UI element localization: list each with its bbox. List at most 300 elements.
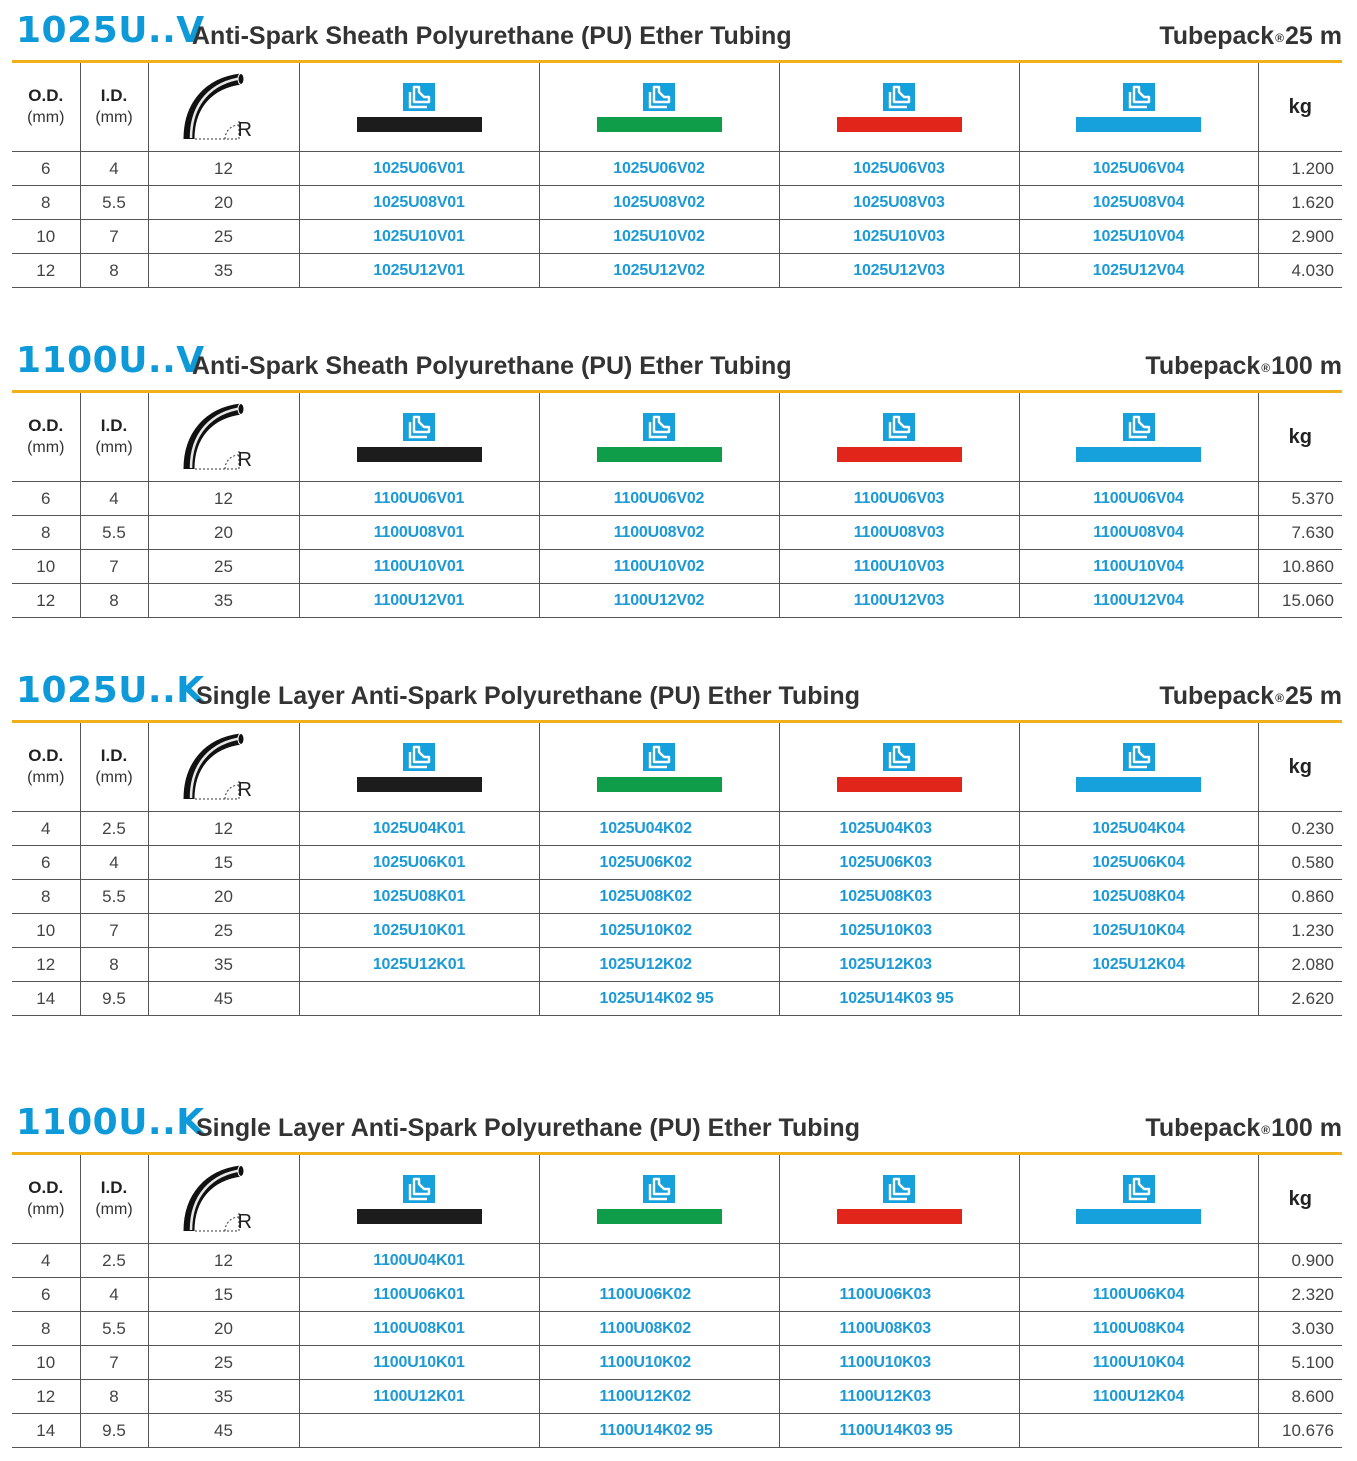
part-number-green: 1100U14K02 95 — [539, 1414, 779, 1448]
part-number-red: 1100U08V03 — [779, 516, 1019, 550]
part-number-red — [779, 1244, 1019, 1278]
color-swatch-black — [357, 777, 482, 792]
part-number-black: 1100U08V01 — [299, 516, 539, 550]
color-swatch-red — [837, 447, 962, 462]
part-number-blue — [1019, 1244, 1258, 1278]
part-number-black: 1025U06K01 — [299, 846, 539, 880]
header-color-black — [299, 62, 539, 152]
part-number-blue: 1100U06K04 — [1019, 1278, 1258, 1312]
part-number-black — [299, 982, 539, 1016]
header-row — [12, 392, 1342, 482]
radius-value: 25 — [148, 914, 299, 948]
part-number-green: 1100U10V02 — [539, 550, 779, 584]
header-id — [80, 722, 148, 812]
table-row — [12, 812, 1342, 846]
anti-spark-icon — [403, 743, 435, 771]
section-header — [12, 8, 1342, 60]
od-label: O.D. — [28, 416, 64, 435]
id-value: 8 — [80, 1380, 148, 1414]
od-label: O.D. — [28, 86, 64, 105]
od-value: 8 — [12, 186, 80, 220]
anti-spark-icon — [1123, 743, 1155, 771]
radius-label: R — [237, 449, 252, 471]
radius-value: 35 — [148, 1380, 299, 1414]
part-number-red: 1025U10K03 — [779, 914, 1019, 948]
weight-value: 1.620 — [1258, 186, 1342, 220]
header-od — [12, 1154, 80, 1244]
header-weight — [1258, 62, 1342, 152]
radius-value: 12 — [148, 482, 299, 516]
od-value: 12 — [12, 1380, 80, 1414]
radius-value: 12 — [148, 1244, 299, 1278]
part-number-blue: 1100U12K04 — [1019, 1380, 1258, 1414]
id-unit: (mm) — [95, 769, 133, 786]
table-row — [12, 914, 1342, 948]
table-row — [12, 152, 1342, 186]
header-color-black — [299, 392, 539, 482]
id-value: 7 — [80, 914, 148, 948]
part-number-green: 1025U14K02 95 — [539, 982, 779, 1016]
weight-value: 2.620 — [1258, 982, 1342, 1016]
color-swatch-blue — [1076, 1209, 1201, 1224]
weight-value: 10.676 — [1258, 1414, 1342, 1448]
pack-length: 100 m — [1271, 352, 1342, 380]
part-number-red: 1025U12V03 — [779, 254, 1019, 288]
id-value: 9.5 — [80, 1414, 148, 1448]
anti-spark-icon — [643, 413, 675, 441]
color-swatch-green — [597, 447, 722, 462]
part-number-blue — [1019, 982, 1258, 1016]
bend-radius-icon — [179, 71, 269, 143]
id-label: I.D. — [100, 746, 128, 765]
radius-value: 25 — [148, 550, 299, 584]
anti-spark-icon — [883, 743, 915, 771]
section-title: Anti-Spark Sheath Polyurethane (PU) Ether Tubing — [192, 352, 792, 380]
table-row — [12, 1346, 1342, 1380]
anti-spark-icon — [1123, 413, 1155, 441]
part-number-red: 1025U04K03 — [779, 812, 1019, 846]
weight-value: 5.370 — [1258, 482, 1342, 516]
part-number-black: 1100U12V01 — [299, 584, 539, 618]
part-number-green: 1025U10K02 — [539, 914, 779, 948]
pack-length: 100 m — [1271, 1114, 1342, 1142]
header-color-green — [539, 1154, 779, 1244]
header-color-black — [299, 1154, 539, 1244]
od-unit: (mm) — [27, 1201, 65, 1218]
header-od — [12, 722, 80, 812]
product-table — [12, 1152, 1342, 1448]
anti-spark-icon — [403, 83, 435, 111]
part-number-black: 1100U06K01 — [299, 1278, 539, 1312]
part-number-black: 1025U12V01 — [299, 254, 539, 288]
radius-value: 20 — [148, 880, 299, 914]
anti-spark-icon — [403, 413, 435, 441]
od-value: 10 — [12, 914, 80, 948]
header-weight — [1258, 392, 1342, 482]
od-value: 12 — [12, 948, 80, 982]
part-number-black: 1100U06V01 — [299, 482, 539, 516]
product-section — [12, 1100, 1342, 1448]
radius-label: R — [237, 119, 252, 141]
pack-size — [1145, 1114, 1342, 1143]
part-number-black — [299, 1414, 539, 1448]
radius-value: 25 — [148, 220, 299, 254]
radius-value: 35 — [148, 948, 299, 982]
header-color-blue — [1019, 722, 1258, 812]
id-value: 5.5 — [80, 186, 148, 220]
section-header — [12, 1100, 1342, 1152]
part-number-red: 1025U08V03 — [779, 186, 1019, 220]
part-number-blue: 1025U06K04 — [1019, 846, 1258, 880]
part-number-blue: 1100U06V04 — [1019, 482, 1258, 516]
id-value: 4 — [80, 482, 148, 516]
header-row — [12, 62, 1342, 152]
id-value: 8 — [80, 948, 148, 982]
weight-value: 7.630 — [1258, 516, 1342, 550]
anti-spark-icon — [643, 1175, 675, 1203]
color-swatch-blue — [1076, 117, 1201, 132]
pack-name: Tubepack — [1145, 352, 1261, 380]
pack-size — [1159, 22, 1342, 51]
color-swatch-red — [837, 777, 962, 792]
header-bend-radius — [148, 62, 299, 152]
weight-value: 0.580 — [1258, 846, 1342, 880]
table-row — [12, 186, 1342, 220]
part-number-green: 1025U04K02 — [539, 812, 779, 846]
od-unit: (mm) — [27, 769, 65, 786]
od-value: 4 — [12, 1244, 80, 1278]
table-row — [12, 1244, 1342, 1278]
header-bend-radius — [148, 722, 299, 812]
part-number-red: 1025U08K03 — [779, 880, 1019, 914]
radius-label: R — [237, 779, 252, 801]
section-header — [12, 338, 1342, 390]
section-header — [12, 668, 1342, 720]
color-swatch-green — [597, 117, 722, 132]
header-id — [80, 1154, 148, 1244]
od-value: 4 — [12, 812, 80, 846]
id-unit: (mm) — [95, 1201, 133, 1218]
id-value: 8 — [80, 254, 148, 288]
section-title: Single Layer Anti-Spark Polyurethane (PU) Ether Tubing — [196, 682, 860, 710]
part-number-green — [539, 1244, 779, 1278]
radius-value: 35 — [148, 584, 299, 618]
color-swatch-red — [837, 117, 962, 132]
part-number-red: 1100U12V03 — [779, 584, 1019, 618]
radius-value: 12 — [148, 812, 299, 846]
part-number-red: 1100U06K03 — [779, 1278, 1019, 1312]
part-number-black: 1025U12K01 — [299, 948, 539, 982]
weight-value: 0.900 — [1258, 1244, 1342, 1278]
od-value: 6 — [12, 1278, 80, 1312]
weight-value: 1.200 — [1258, 152, 1342, 186]
radius-value: 12 — [148, 152, 299, 186]
header-color-red — [779, 1154, 1019, 1244]
anti-spark-icon — [643, 83, 675, 111]
part-number-green: 1100U12K02 — [539, 1380, 779, 1414]
radius-label: R — [237, 1211, 252, 1233]
weight-value: 4.030 — [1258, 254, 1342, 288]
header-weight — [1258, 1154, 1342, 1244]
weight-value: 1.230 — [1258, 914, 1342, 948]
id-value: 9.5 — [80, 982, 148, 1016]
od-value: 6 — [12, 846, 80, 880]
od-value: 10 — [12, 220, 80, 254]
part-number-green: 1025U10V02 — [539, 220, 779, 254]
registered-mark: ® — [1275, 31, 1285, 46]
anti-spark-icon — [883, 413, 915, 441]
part-number-green: 1025U08V02 — [539, 186, 779, 220]
part-number-black: 1025U06V01 — [299, 152, 539, 186]
od-value: 10 — [12, 1346, 80, 1380]
part-number-red: 1025U10V03 — [779, 220, 1019, 254]
part-number-blue: 1100U10V04 — [1019, 550, 1258, 584]
part-number-red: 1025U06K03 — [779, 846, 1019, 880]
radius-value: 20 — [148, 516, 299, 550]
header-weight — [1258, 722, 1342, 812]
part-number-green: 1025U12K02 — [539, 948, 779, 982]
part-number-green: 1025U06V02 — [539, 152, 779, 186]
header-od — [12, 392, 80, 482]
color-swatch-green — [597, 777, 722, 792]
pack-length: 25 m — [1285, 22, 1342, 50]
table-row — [12, 1414, 1342, 1448]
id-unit: (mm) — [95, 439, 133, 456]
section-title: Single Layer Anti-Spark Polyurethane (PU) Ether Tubing — [196, 1114, 860, 1142]
part-number-black: 1100U10V01 — [299, 550, 539, 584]
header-id — [80, 62, 148, 152]
part-number-green: 1025U08K02 — [539, 880, 779, 914]
od-value: 12 — [12, 254, 80, 288]
radius-value: 15 — [148, 846, 299, 880]
part-number-blue: 1025U04K04 — [1019, 812, 1258, 846]
part-number-black: 1100U12K01 — [299, 1380, 539, 1414]
part-number-black: 1025U08K01 — [299, 880, 539, 914]
table-row — [12, 880, 1342, 914]
od-value: 6 — [12, 482, 80, 516]
radius-value: 15 — [148, 1278, 299, 1312]
od-label: O.D. — [28, 1178, 64, 1197]
id-value: 8 — [80, 584, 148, 618]
od-unit: (mm) — [27, 109, 65, 126]
od-value: 14 — [12, 982, 80, 1016]
color-swatch-red — [837, 1209, 962, 1224]
pack-size — [1159, 682, 1342, 711]
part-number-blue: 1025U08V04 — [1019, 186, 1258, 220]
table-row — [12, 846, 1342, 880]
color-swatch-blue — [1076, 447, 1201, 462]
od-value: 14 — [12, 1414, 80, 1448]
part-number-green: 1100U10K02 — [539, 1346, 779, 1380]
id-value: 2.5 — [80, 1244, 148, 1278]
part-number-red: 1100U12K03 — [779, 1380, 1019, 1414]
part-number-blue: 1025U10K04 — [1019, 914, 1258, 948]
part-number-red: 1025U14K03 95 — [779, 982, 1019, 1016]
part-number-red: 1100U08K03 — [779, 1312, 1019, 1346]
product-section — [12, 8, 1342, 288]
table-row — [12, 1380, 1342, 1414]
series-code: 1025U..V — [16, 10, 205, 51]
id-unit: (mm) — [95, 109, 133, 126]
od-value: 10 — [12, 550, 80, 584]
header-color-red — [779, 62, 1019, 152]
part-number-green: 1100U06K02 — [539, 1278, 779, 1312]
radius-value: 45 — [148, 1414, 299, 1448]
weight-value: 2.320 — [1258, 1278, 1342, 1312]
od-value: 6 — [12, 152, 80, 186]
header-color-blue — [1019, 62, 1258, 152]
weight-value: 0.860 — [1258, 880, 1342, 914]
series-code: 1100U..V — [16, 340, 205, 381]
part-number-blue: 1025U08K04 — [1019, 880, 1258, 914]
part-number-blue — [1019, 1414, 1258, 1448]
od-value: 12 — [12, 584, 80, 618]
header-color-green — [539, 722, 779, 812]
id-label: I.D. — [100, 416, 128, 435]
anti-spark-icon — [643, 743, 675, 771]
part-number-green: 1100U08V02 — [539, 516, 779, 550]
od-label: O.D. — [28, 746, 64, 765]
product-table — [12, 60, 1342, 288]
registered-mark: ® — [1261, 361, 1271, 376]
pack-size — [1145, 352, 1342, 381]
header-color-red — [779, 722, 1019, 812]
header-row — [12, 1154, 1342, 1244]
header-color-blue — [1019, 1154, 1258, 1244]
part-number-blue: 1025U06V04 — [1019, 152, 1258, 186]
part-number-red: 1025U12K03 — [779, 948, 1019, 982]
id-value: 7 — [80, 1346, 148, 1380]
part-number-blue: 1100U12V04 — [1019, 584, 1258, 618]
part-number-green: 1025U12V02 — [539, 254, 779, 288]
weight-value: 3.030 — [1258, 1312, 1342, 1346]
part-number-black: 1025U08V01 — [299, 186, 539, 220]
part-number-black: 1025U10K01 — [299, 914, 539, 948]
part-number-green: 1025U06K02 — [539, 846, 779, 880]
bend-radius-icon — [179, 401, 269, 473]
table-row — [12, 982, 1342, 1016]
part-number-red: 1100U06V03 — [779, 482, 1019, 516]
anti-spark-icon — [403, 1175, 435, 1203]
pack-name: Tubepack — [1159, 22, 1275, 50]
weight-label: kg — [1288, 1187, 1312, 1210]
header-bend-radius — [148, 1154, 299, 1244]
weight-label: kg — [1288, 425, 1312, 448]
weight-value: 2.080 — [1258, 948, 1342, 982]
part-number-blue: 1100U08V04 — [1019, 516, 1258, 550]
pack-name: Tubepack — [1145, 1114, 1261, 1142]
id-value: 4 — [80, 846, 148, 880]
id-value: 5.5 — [80, 1312, 148, 1346]
color-swatch-black — [357, 1209, 482, 1224]
od-value: 8 — [12, 1312, 80, 1346]
radius-value: 20 — [148, 186, 299, 220]
product-table — [12, 720, 1342, 1016]
header-row — [12, 722, 1342, 812]
part-number-green: 1100U12V02 — [539, 584, 779, 618]
product-section — [12, 338, 1342, 618]
header-color-green — [539, 62, 779, 152]
part-number-blue: 1100U10K04 — [1019, 1346, 1258, 1380]
part-number-black: 1100U08K01 — [299, 1312, 539, 1346]
header-od — [12, 62, 80, 152]
series-code: 1025U..K — [16, 670, 205, 711]
radius-value: 45 — [148, 982, 299, 1016]
product-table — [12, 390, 1342, 618]
part-number-blue: 1025U10V04 — [1019, 220, 1258, 254]
pack-name: Tubepack — [1159, 682, 1275, 710]
part-number-black: 1100U10K01 — [299, 1346, 539, 1380]
id-value: 4 — [80, 1278, 148, 1312]
bend-radius-icon — [179, 1163, 269, 1235]
table-row — [12, 220, 1342, 254]
id-value: 7 — [80, 550, 148, 584]
anti-spark-icon — [883, 1175, 915, 1203]
bend-radius-icon — [179, 731, 269, 803]
table-row — [12, 550, 1342, 584]
weight-value: 8.600 — [1258, 1380, 1342, 1414]
part-number-black: 1025U10V01 — [299, 220, 539, 254]
weight-label: kg — [1288, 755, 1312, 778]
header-color-blue — [1019, 392, 1258, 482]
product-section — [12, 668, 1342, 1016]
radius-value: 25 — [148, 1346, 299, 1380]
od-value: 8 — [12, 880, 80, 914]
weight-value: 5.100 — [1258, 1346, 1342, 1380]
anti-spark-icon — [883, 83, 915, 111]
header-color-black — [299, 722, 539, 812]
part-number-blue: 1025U12K04 — [1019, 948, 1258, 982]
id-value: 5.5 — [80, 880, 148, 914]
anti-spark-icon — [1123, 1175, 1155, 1203]
part-number-red: 1025U06V03 — [779, 152, 1019, 186]
pack-length: 25 m — [1285, 682, 1342, 710]
series-code: 1100U..K — [16, 1102, 205, 1143]
table-row — [12, 516, 1342, 550]
weight-value: 15.060 — [1258, 584, 1342, 618]
section-title: Anti-Spark Sheath Polyurethane (PU) Ether Tubing — [192, 22, 792, 50]
header-color-red — [779, 392, 1019, 482]
weight-value: 2.900 — [1258, 220, 1342, 254]
table-row — [12, 1278, 1342, 1312]
part-number-blue: 1100U08K04 — [1019, 1312, 1258, 1346]
weight-label: kg — [1288, 95, 1312, 118]
registered-mark: ® — [1275, 691, 1285, 706]
header-color-green — [539, 392, 779, 482]
part-number-green: 1100U06V02 — [539, 482, 779, 516]
part-number-blue: 1025U12V04 — [1019, 254, 1258, 288]
part-number-black: 1100U04K01 — [299, 1244, 539, 1278]
weight-value: 0.230 — [1258, 812, 1342, 846]
part-number-red: 1100U10K03 — [779, 1346, 1019, 1380]
weight-value: 10.860 — [1258, 550, 1342, 584]
od-value: 8 — [12, 516, 80, 550]
table-row — [12, 254, 1342, 288]
table-row — [12, 948, 1342, 982]
id-value: 2.5 — [80, 812, 148, 846]
id-value: 7 — [80, 220, 148, 254]
table-row — [12, 482, 1342, 516]
id-label: I.D. — [100, 1178, 128, 1197]
color-swatch-green — [597, 1209, 722, 1224]
color-swatch-blue — [1076, 777, 1201, 792]
part-number-red: 1100U14K03 95 — [779, 1414, 1019, 1448]
id-value: 4 — [80, 152, 148, 186]
part-number-black: 1025U04K01 — [299, 812, 539, 846]
od-unit: (mm) — [27, 439, 65, 456]
anti-spark-icon — [1123, 83, 1155, 111]
part-number-green: 1100U08K02 — [539, 1312, 779, 1346]
